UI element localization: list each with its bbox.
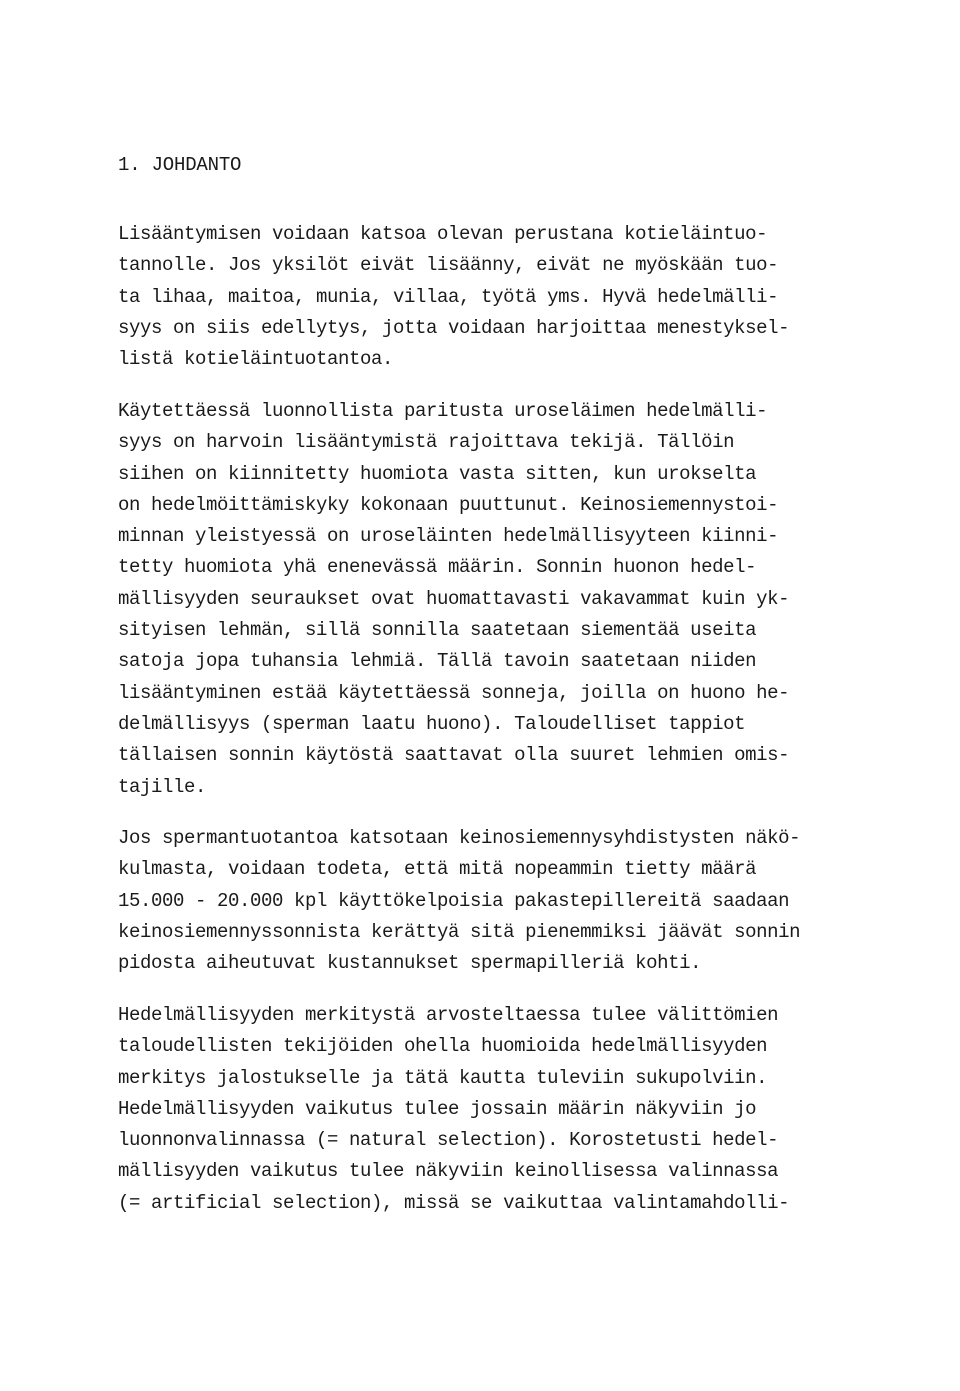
text-line: Hedelmällisyyden merkitystä arvosteltaessa tulee välittömien <box>118 1004 779 1026</box>
text-line: lisääntyminen estää käytettäessä sonneja, joilla on huono he- <box>118 681 790 704</box>
paragraph-1 <box>118 219 789 375</box>
text-line: tannolle. Jos yksilöt eivät lisäänny, eivät ne myöskään tuo- <box>118 254 779 277</box>
text-line: sityisen lehmän, sillä sonnilla saatetaan siementää useita <box>118 619 757 642</box>
text-line: mällisyyden vaikutus tulee näkyviin keinollisessa valinnassa <box>118 1160 779 1183</box>
section-heading: 1. JOHDANTO <box>118 154 242 176</box>
text-line: Käytettäessä luonnollista paritusta uroseläimen hedelmälli- <box>118 400 768 422</box>
text-line: satoja jopa tuhansia lehmiä. Tällä tavoin saatetaan niiden <box>118 650 757 673</box>
text-line: ta lihaa, maitoa, munia, villaa, työtä yms. Hyvä hedelmälli- <box>118 285 779 308</box>
text-line: minnan yleistyessä on uroseläinten hedelmällisyyteen kiinni- <box>118 525 779 548</box>
text-line: keinosiemennyssonnista kerättyä sitä pienemmiksi jäävät sonnin <box>118 920 801 943</box>
text-line: syys on harvoin lisääntymistä rajoittava tekijä. Tällöin <box>118 431 735 454</box>
text-line: Hedelmällisyyden vaikutus tulee jossain määrin näkyviin jo <box>118 1097 757 1120</box>
text-line: Jos spermantuotantoa katsotaan keinosiemennysyhdistysten näkö- <box>118 827 801 849</box>
paragraph-3 <box>118 823 800 979</box>
text-line: siihen on kiinnitetty huomiota vasta sitten, kun urokselta <box>118 462 757 485</box>
text-line: (= artificial selection), missä se vaikuttaa valintamahdolli- <box>118 1191 790 1214</box>
text-line: tällaisen sonnin käytöstä saattavat olla suuret lehmien omis- <box>118 744 790 767</box>
text-line: on hedelmöittämiskyky kokonaan puuttunut. Keinosiemennystoi- <box>118 493 779 516</box>
text-line: kulmasta, voidaan todeta, että mitä nopeammin tietty määrä <box>118 858 757 881</box>
paragraph-2 <box>118 396 789 803</box>
text-line: tetty huomiota yhä enenevässä määrin. Sonnin huonon hedel- <box>118 556 757 579</box>
text-line: listä kotieläintuotantoa. <box>118 348 394 371</box>
text-line: pidosta aiheutuvat kustannukset spermapilleriä kohti. <box>118 952 702 975</box>
text-line: taloudellisten tekijöiden ohella huomioida hedelmällisyyden <box>118 1035 768 1058</box>
text-line: mällisyyden seuraukset ovat huomattavasti vakavammat kuin yk- <box>118 587 790 610</box>
text-line: tajille. <box>118 775 207 798</box>
text-line: merkitys jalostukselle ja tätä kautta tuleviin sukupolviin. <box>118 1066 768 1089</box>
text-line: luonnonvalinnassa (= natural selection). Korostetusti hedel- <box>118 1129 779 1152</box>
text-line: 15.000 - 20.000 kpl käyttökelpoisia pakastepillereitä saadaan <box>118 889 790 912</box>
text-line: syys on siis edellytys, jotta voidaan harjoittaa menestyksel- <box>118 316 790 339</box>
paragraph-4 <box>118 1000 789 1219</box>
text-line: Lisääntymisen voidaan katsoa olevan perustana kotieläintuo- <box>118 223 768 245</box>
text-line: delmällisyys (sperman laatu huono). Taloudelliset tappiot <box>118 712 746 735</box>
